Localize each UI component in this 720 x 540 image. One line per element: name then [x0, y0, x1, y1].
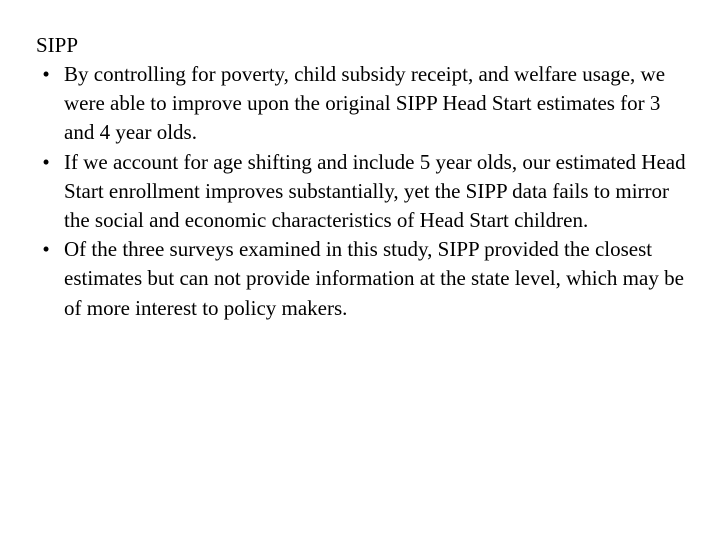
bullet-text: Of the three surveys examined in this study, SIPP provided the closest estimates but can not provide information at the state level, which may be of more interest to policy makers. [64, 237, 684, 320]
bullet-item [36, 148, 686, 236]
bullet-dot-icon: • [42, 237, 50, 262]
slide-title: SIPP [36, 33, 79, 57]
bullet-dot-icon: • [42, 62, 50, 86]
bullet-dot-icon: • [42, 149, 50, 174]
bullet-text: By controlling for poverty, child subsidy receipt, and welfare usage, we were able to improve upon the original SIPP Head Start estimates for 3 and 4 year olds. [64, 62, 666, 145]
bullet-list [36, 60, 686, 323]
slide-content [36, 31, 686, 323]
bullet-item [36, 235, 686, 323]
bullet-text: If we account for age shifting and include 5 year olds, our estimated Head Start enrollment improves substantially, yet the SIPP data fails to mirror the social and economic characteristics of Head Start children. [64, 149, 686, 233]
bullet-item [36, 60, 686, 148]
